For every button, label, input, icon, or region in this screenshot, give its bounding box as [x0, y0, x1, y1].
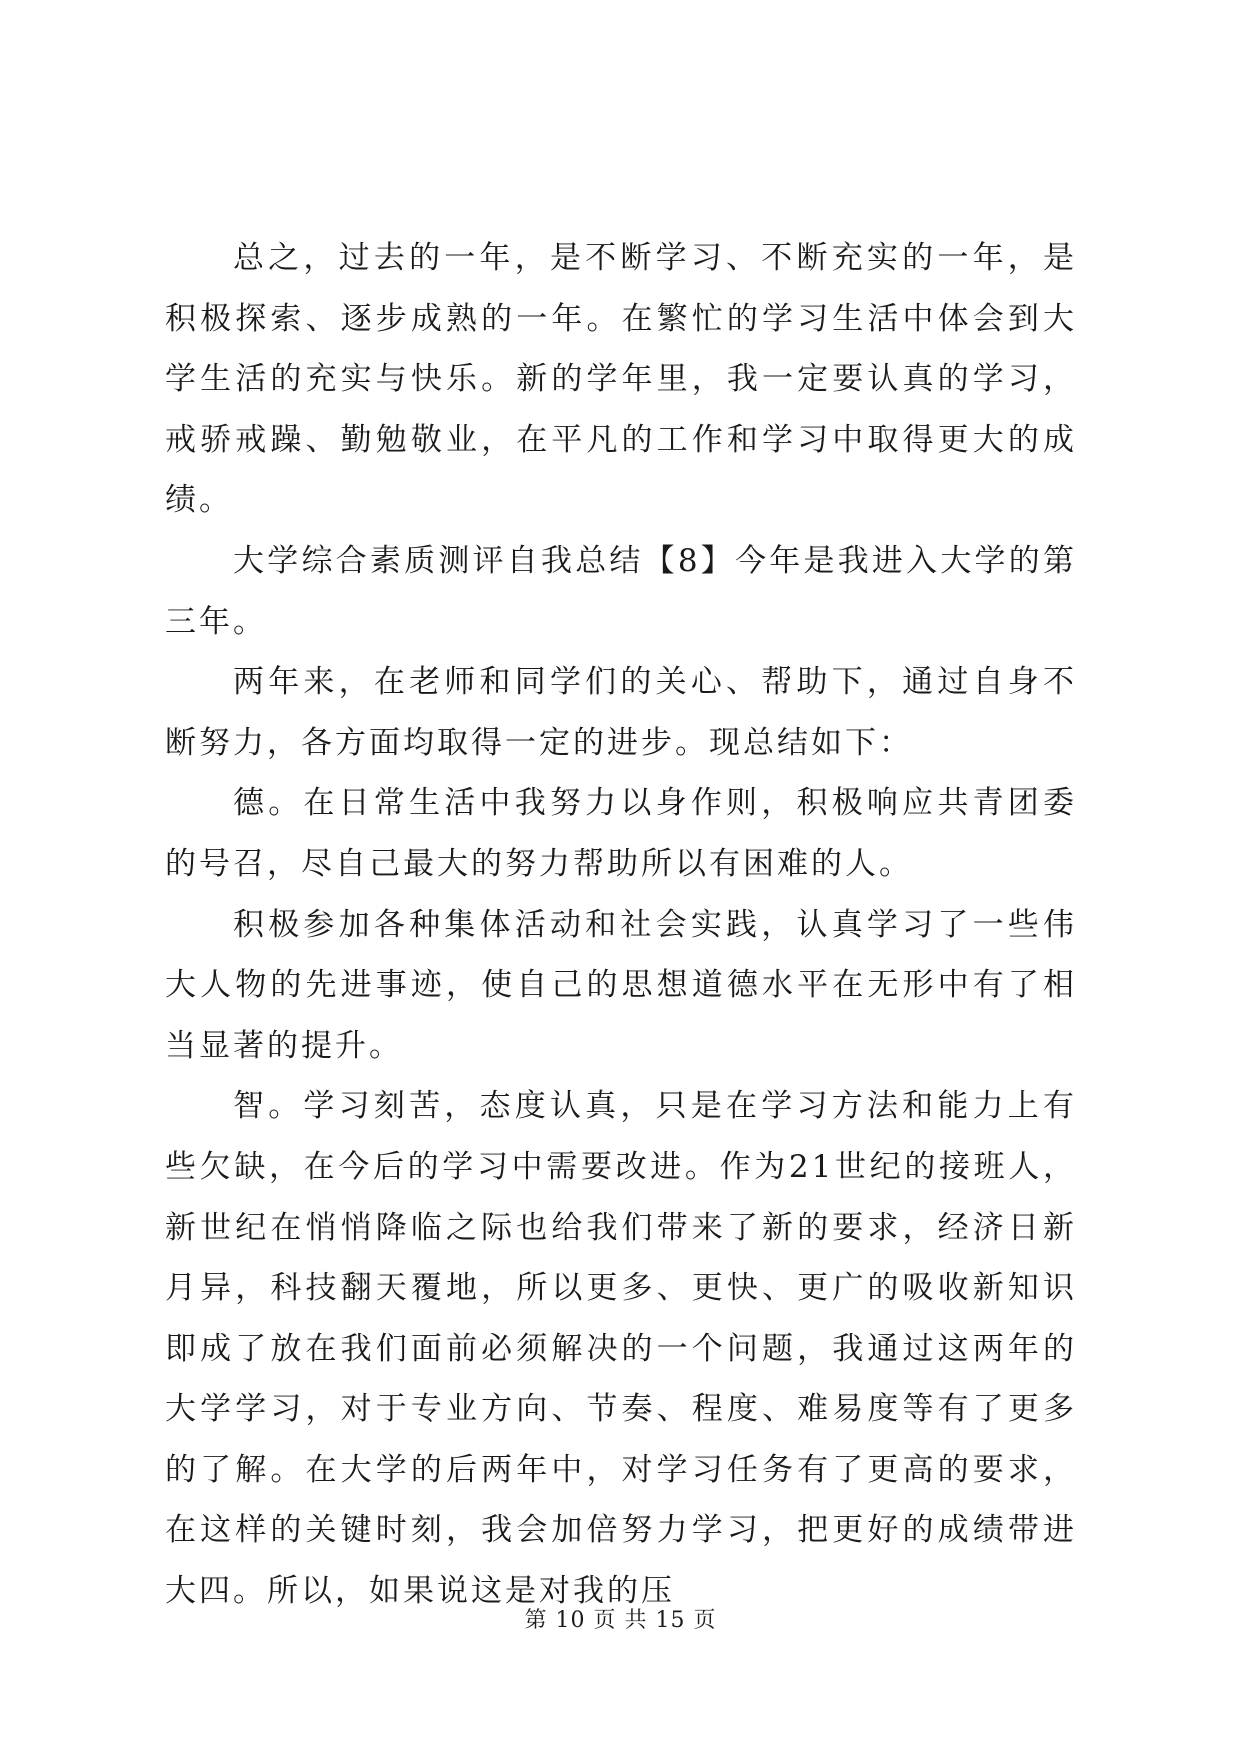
- paragraph-two-years: 两年来，在老师和同学们的关心、帮助下，通过自身不断努力，各方面均取得一定的进步。现总结如下：: [165, 664, 1077, 761]
- page-number-footer: 第 10 页 共 15 页: [524, 1608, 717, 1633]
- paragraph-intellect: 智。学习刻苦，态度认真，只是在学习方法和能力上有些欠缺，在今后的学习中需要改进。作为21世纪的接班人，新世纪在悄悄降临之际也给我们带来了新的要求，经济日新月异，科技翻天覆地，所以更多、更快、更广的吸收新知识即成了放在我们面前必须解决的一个问题，我通过这两年的大学学习，对于专业方向、节奏、程度、难易度等有了更多的了解。在大学的后两年中，对学习任务有了更高的要求，在这样的关键时刻，我会加倍努力学习，把更好的成绩带进大四。所以，如果说这是对我的压: [165, 1088, 1077, 1610]
- paragraph-activities: 积极参加各种集体活动和社会实践，认真学习了一些伟大人物的先进事迹，使自己的思想道德水平在无形中有了相当显著的提升。: [165, 906, 1077, 1064]
- paragraph-morality: 德。在日常生活中我努力以身作则，积极响应共青团委的号召，尽自己最大的努力帮助所以有困难的人。: [165, 785, 1077, 882]
- document-body: [165, 228, 1077, 1622]
- paragraph-heading-8: 大学综合素质测评自我总结【8】今年是我进入大学的第三年。: [165, 542, 1077, 640]
- paragraph-summary: 总之，过去的一年，是不断学习、不断充实的一年，是积极探索、逐步成熟的一年。在繁忙的学习生活中体会到大学生活的充实与快乐。新的学年里，我一定要认真的学习，戒骄戒躁、勤勉敬业，在平凡的工作和学习中取得更大的成绩。: [165, 240, 1077, 519]
